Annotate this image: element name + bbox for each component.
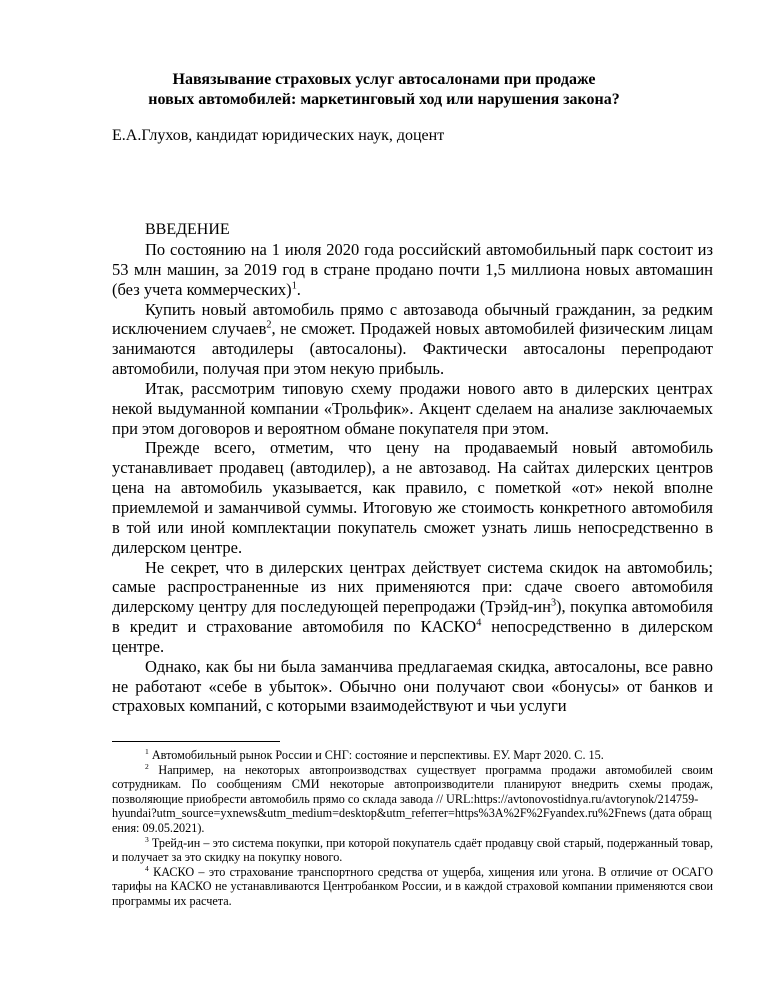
footnote-separator [112, 741, 280, 742]
paragraph-4: Прежде всего, отметим, что цену на продаваемый новый автомобиль устанавливает продавец (автодилер), а не автозавод. На сайтах дилерских центров цена на автомобиль указывается, как правило, с пометкой «от» некой вполне приемлемой и заманчивой суммы. Итоговую же стоимость конкретного автомобиля в той или иной комплектации покупатель сможет узнать лишь непосредственно в дилерском центре. [112, 438, 713, 557]
footnote-1: $^1$ Автомобильный рынок России и СНГ: состояние и перспективы. ЕУ. Март 2020. С. 15. [145, 746, 604, 762]
paragraph-5: Не секрет, что в дилерских центрах действует система скидок на автомобиль; самые распространенные из них применяются при: сдаче своего автомобиля дилерскому центру для последующей перепродажи $(Трэйд-ин^3)$, покупка автомобиля в кредит и страхование автомобиля по КАСКО$^4$ непосредственно в дилерском центре. [112, 557, 713, 656]
footnote-2: $^2$ Например, на некоторых автопроизводствах существует программа продажи автомобилей своим сотрудникам. По сообщениям СМИ некоторые автопроизводители планируют внедрить схемы продаж, позволяющие приобрести автомобиль прямо со склада завода // URL:https://avtonovostidnya.ru/avtorynok/214759- [112, 761, 713, 806]
paragraph-1: По состоянию на 1 июля 2020 года российский автомобильный парк состоит из 53 млн машин, за 2019 год в стране продано почти 1,5 миллиона новых автомашин (без учета коммерческих)$^1$. [112, 240, 713, 299]
footnote-ref-4[interactable]: 4 [476, 617, 482, 629]
author-line: Е.А.Глухов, кандидат юридических наук, доцент [112, 127, 445, 144]
footnote-ref-2[interactable]: 2 [266, 319, 272, 331]
footnote-ref-1[interactable]: 1 [291, 280, 297, 292]
paragraph-2: Купить новый автомобиль прямо с автозавода обычный гражданин, за редким исключением случаев$^2$, не сможет. Продажей новых автомобилей физическим лицам занимаются автодилеры (автосалоны). Фактически автосалоны перепродают автомобили, получая при этом некую прибыль. [112, 299, 713, 379]
footnote-ref-3[interactable]: 3 [550, 597, 557, 609]
section-heading: ВВЕДЕНИЕ [145, 221, 230, 238]
paper-title-line-1: Навязывание страховых услуг автосалонами при продаже [172, 71, 596, 88]
paragraph-6: Однако, как бы ни была заманчива предлагаемая скидка, автосалоны, все равно не работают «себе в убыток». Обычно они получают свои «бонусы» от банков и страховых компаний, с которыми взаимодействуют и чьи услуги [112, 656, 713, 716]
footnote-4: $^4$ КАСКО – это страхование транспортного средства от ущерба, хищения или угона. В отличие от ОСАГО тарифы на КАСКО не устанавливаются Центробанком России, и в каждой страховой компании применяются свои программы их расчета. [112, 863, 713, 908]
paper-title-line-2: новых автомобилей: маркетинговый ход или нарушения закона? [148, 91, 620, 108]
body-text [112, 240, 713, 716]
footnote-2-url[interactable]: hyundai?utm_source=yxnews&utm_medium=desktop&utm_referrer=https%3A%2F%2Fyandex.ru%2Fnews (дата обращения: 09.05.2021). [112, 806, 712, 835]
paragraph-3: Итак, рассмотрим типовую схему продажи нового авто в дилерских центрах некой выдуманной компании «Трольфик». Акцент сделаем на анализе заключаемых при этом договоров и вероятном обмане покупателя при этом. [112, 378, 713, 438]
footnotes [112, 748, 713, 909]
paper-title [100, 70, 668, 110]
footnote-3: $^3$ Трейд-ин – это система покупки, при которой покупатель сдаёт продавцу свой старый, подержанный товар, и получает за это скидку на покупку нового. [112, 834, 713, 865]
